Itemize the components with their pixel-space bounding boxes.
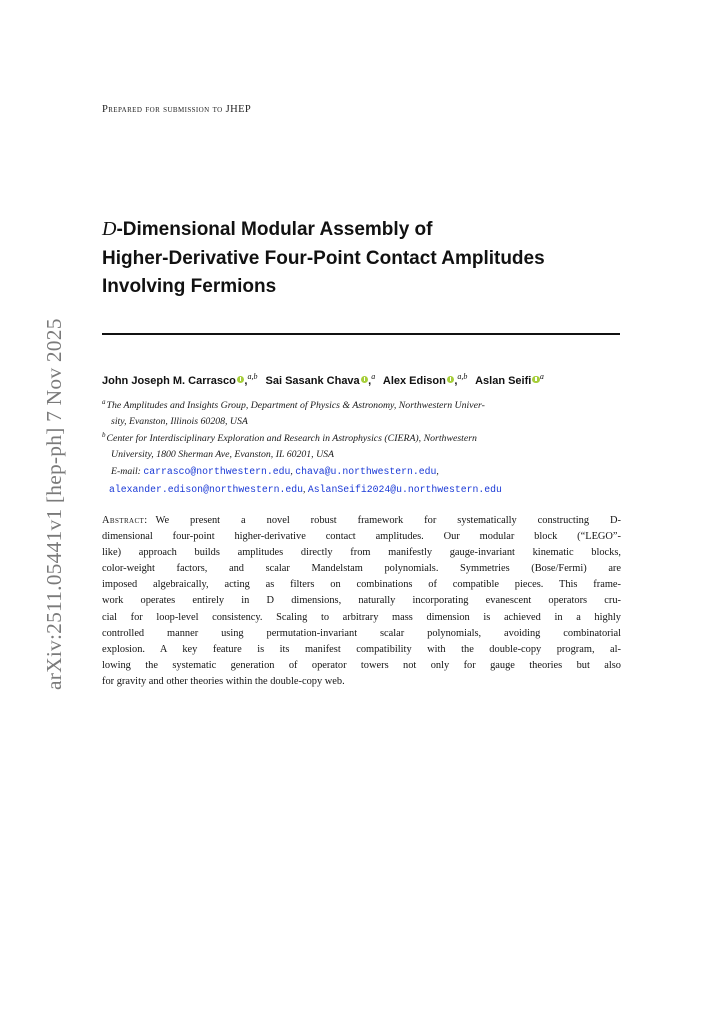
affiliation-text: The Amplitudes and Insights Group, Department of Physics & Astronomy, Northwestern Univer- bbox=[106, 400, 485, 411]
abstract-line bbox=[102, 513, 621, 529]
abstract bbox=[102, 513, 621, 690]
arxiv-identifier: arXiv:2511.05441v1 [hep-ph] 7 Nov 2025 bbox=[42, 318, 66, 690]
author-affiliation-mark: a,b bbox=[247, 372, 258, 381]
author-affiliation-mark: a bbox=[371, 372, 376, 381]
affiliation-line-1 bbox=[102, 428, 622, 447]
abstract-line: color-weight factors, and scalar Mandelstam polynomials. Symmetries (Bose/Fermi) are bbox=[102, 563, 621, 575]
abstract-line: for gravity and other theories within the double-copy web. bbox=[102, 675, 345, 687]
abstract-line: controlled manner using permutation-invariant scalar polynomials, avoiding combinatorial bbox=[102, 627, 621, 639]
author-3: Alex Edison ,$^{a,b}$ bbox=[382, 372, 468, 387]
affiliation-mark: b bbox=[102, 431, 106, 439]
affiliation-line-2: sity, Evanston, Illinois 60208, USA bbox=[111, 415, 248, 427]
title-line-1 bbox=[102, 215, 642, 245]
orcid-icon[interactable] bbox=[447, 376, 455, 384]
abstract-line-text: We present a novel robust framework for systematically constructing D- bbox=[155, 515, 621, 526]
author-1: John Joseph M. Carrasco ,$^{a,b}$ bbox=[102, 372, 258, 387]
title-line-1-text: -Dimensional Modular Assembly of bbox=[116, 219, 433, 240]
author-4 bbox=[475, 372, 544, 387]
author-affiliation-mark: a,b bbox=[457, 372, 468, 381]
abstract-line: cial for loop-level consistency. Scaling to arbitrary mass dimension is achieved in a highly bbox=[102, 611, 621, 623]
author-list bbox=[102, 372, 632, 387]
orcid-icon[interactable] bbox=[532, 376, 540, 384]
paper-title bbox=[102, 215, 642, 302]
email-link-chava[interactable]: chava@u.northwestern.edu bbox=[295, 466, 437, 477]
abstract-line: imposed algebraically, acting as filters on combinations of compatible pieces. This frame- bbox=[102, 579, 621, 591]
email-link-seifi[interactable]: AslanSeifi2024@u.northwestern.edu bbox=[307, 484, 502, 495]
abstract-line: work operates entirely in D dimensions, naturally incorporating evanescent operators cru- bbox=[102, 595, 621, 607]
author-affiliation-mark: a bbox=[539, 372, 544, 381]
email-link-carrasco[interactable]: carrasco@northwestern.edu bbox=[143, 466, 291, 477]
author-name: Alex Edison bbox=[382, 375, 446, 387]
email-label: E-mail: bbox=[111, 466, 141, 477]
affiliation-b bbox=[102, 428, 622, 462]
orcid-icon[interactable] bbox=[361, 376, 369, 384]
author-2: Sai Sasank Chava ,$^a$ bbox=[265, 372, 376, 387]
affiliation-text: Center for Interdisciplinary Exploration and Research in Astrophysics (CIERA), Northwestern bbox=[106, 433, 477, 444]
abstract-line: explosion. A key feature is its manifest compatibility with the double-copy program, al- bbox=[102, 643, 621, 655]
affiliation-line-2: University, 1800 Sherman Ave, Evanston, IL 60201, USA bbox=[111, 448, 335, 460]
author-name: John Joseph M. Carrasco bbox=[102, 375, 236, 387]
author-name: Aslan Seifi bbox=[475, 375, 532, 387]
title-line-2: Higher-Derivative Four-Point Contact Amplitudes bbox=[102, 247, 545, 269]
email-link-edison[interactable]: alexander.edison@northwestern.edu bbox=[109, 484, 304, 495]
orcid-icon[interactable] bbox=[237, 376, 245, 384]
email-block bbox=[111, 463, 631, 499]
abstract-heading: Abstract: bbox=[102, 515, 148, 526]
title-line-3: Involving Fermions bbox=[102, 276, 277, 297]
email-line-1: E-mail: carrasco@northwestern.edu, chava@u.northwestern.edu, bbox=[111, 466, 439, 477]
submission-note: Prepared for submission to JHEP bbox=[102, 104, 252, 115]
abstract-line: lowing the systematic generation of operator towers not only for gauge theories but also bbox=[102, 659, 621, 671]
author-name: Sai Sasank Chava bbox=[265, 375, 360, 387]
email-line-2: alexander.edison@northwestern.edu, AslanSeifi2024@u.northwestern.edu bbox=[109, 484, 502, 495]
affiliation-line-1 bbox=[102, 395, 622, 414]
title-rule bbox=[102, 333, 620, 335]
abstract-line: like) approach builds amplitudes directly from manifestly gauge-invariant kinematic blocks, bbox=[102, 547, 621, 559]
affiliation-mark: a bbox=[102, 398, 106, 406]
abstract-line: dimensional four-point higher-derivative contact amplitudes. Our modular block (“LEGO”- bbox=[102, 531, 621, 543]
affiliation-a bbox=[102, 395, 622, 429]
title-dimension-symbol: D bbox=[102, 218, 117, 240]
